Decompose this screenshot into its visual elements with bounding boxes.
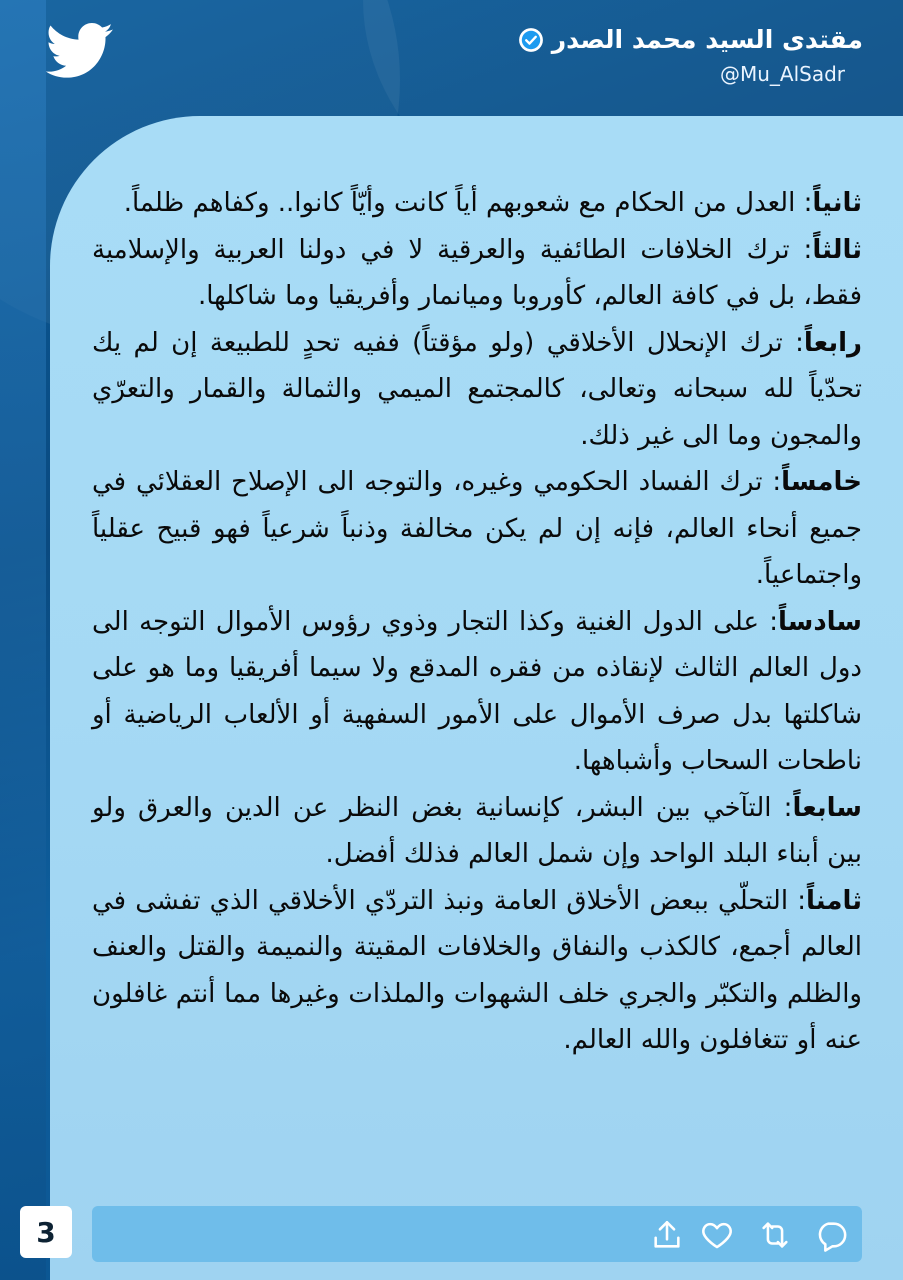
tweet-header <box>0 0 903 120</box>
tweet-text <box>92 180 862 1064</box>
heart-icon <box>700 1218 734 1252</box>
share-icon <box>650 1218 684 1252</box>
reply-button[interactable] <box>814 1218 848 1252</box>
paragraph-label: رابعاً <box>803 327 862 358</box>
background-stripe <box>0 0 46 1280</box>
paragraph-label: سابعاً <box>792 792 862 823</box>
verified-badge-icon <box>518 27 544 53</box>
tweet-paragraph <box>92 459 862 599</box>
paragraph-label: سادساً <box>777 606 862 637</box>
reply-icon <box>814 1218 848 1252</box>
paragraph-text: : على الدول الغنية وكذا التجار وذوي رؤوس الأموال التوجه الى دول العالم الثالث لإنقاذه من فقره المدقع ولا سيما أفريقيا وما هو على شاكلتها بدل صرف الأموال على الأمور السفهية أو الألعاب الرياضية أو ناطحات السحاب وأشباهها. <box>92 606 862 776</box>
paragraph-text: : التآخي بين البشر، كإنسانية بغض النظر عن الدين والعرق ولو بين أبناء البلد الواحد وإن شمل العالم فذلك أفضل. <box>92 792 862 869</box>
tweet-action-bar <box>92 1206 862 1262</box>
tweet-paragraph <box>92 227 862 320</box>
paragraph-text: : ترك الخلافات الطائفية والعرقية لا في دولنا العربية والإسلامية فقط، بل في كافة العالم، كأوروبا وميانمار وأفريقيا وما شاكلها. <box>92 234 862 311</box>
paragraph-label: ثانياً <box>812 188 862 218</box>
profile-handle[interactable]: @Mu_AlSadr <box>719 62 845 86</box>
tweet-paragraph <box>92 180 862 227</box>
paragraph-text: : ترك الإنحلال الأخلاقي (ولو مؤقتاً) ففيه تحدٍ للطبيعة إن لم يك تحدّياً لله سبحانه وتعالى، كالمجتمع الميمي والثمالة والقمار والتعرّي والمجون وما الى غير ذلك. <box>92 327 862 451</box>
paragraph-label: خامساً <box>781 467 862 497</box>
retweet-icon <box>758 1218 792 1252</box>
paragraph-text: : التحلّي ببعض الأخلاق العامة ونبذ التردّي الأخلاقي الذي تفشى في العالم أجمع، كالكذب والنفاق والخلافات المقيتة والنميمة والقتل والعنف والظلم والتكبّر والجري خلف الشهوات والملذات وغيرها مما أنتم غافلون عنه أو تتغافلون والله العالم. <box>92 885 862 1055</box>
page-number: 3 <box>20 1206 72 1258</box>
retweet-button[interactable] <box>758 1218 792 1252</box>
tweet-paragraph <box>92 878 862 1064</box>
profile-info <box>518 24 863 86</box>
share-button[interactable] <box>650 1218 684 1252</box>
tweet-paragraph <box>92 785 862 878</box>
tweet-paragraph <box>92 599 862 785</box>
paragraph-label: ثامناً <box>806 885 862 916</box>
paragraph-text: : ترك الفساد الحكومي وغيره، والتوجه الى الإصلاح العقلائي في جميع أنحاء العالم، فإنه إن لم يكن مخالفة وذنباً شرعياً فهو قبيح عقلياً واجتماعياً. <box>92 467 862 590</box>
profile-name[interactable]: مقتدى السيد محمد الصدر <box>551 25 863 54</box>
tweet-paragraph <box>92 320 862 460</box>
paragraph-label: ثالثاً <box>812 234 862 265</box>
twitter-bird-icon <box>46 22 114 80</box>
paragraph-text: : العدل من الحكام مع شعوبهم أياً كانت وأيّاً كانوا.. وكفاهم ظلماً. <box>123 188 813 218</box>
like-button[interactable] <box>700 1218 734 1252</box>
